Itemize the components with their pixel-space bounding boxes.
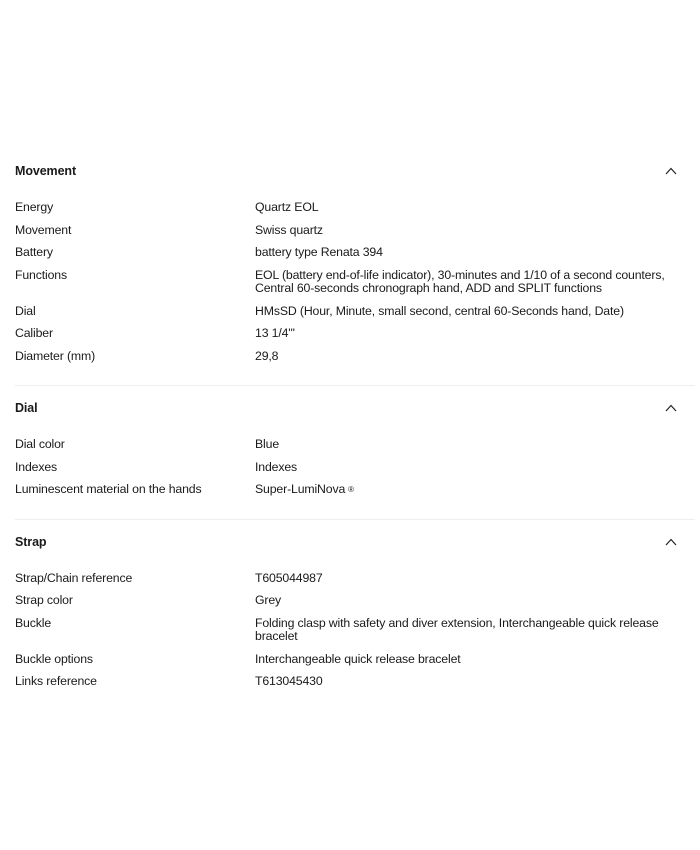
- spec-value-text: EOL (battery end-of-life indicator), 30-minutes and 1/10 of a second counters, Central 60-seconds chronograph hand, ADD and SPLIT functions: [255, 267, 665, 295]
- spec-label: Battery: [15, 245, 53, 259]
- spec-row: [15, 201, 695, 215]
- spec-value: [255, 350, 691, 364]
- spec-value-text: Quartz EOL: [255, 200, 319, 214]
- spec-value: [255, 483, 691, 497]
- spec-row: [15, 438, 695, 452]
- spec-value-text: T613045430: [255, 674, 323, 688]
- section-title: Dial: [15, 401, 38, 415]
- spec-row: [15, 617, 695, 644]
- spec-row: [15, 675, 695, 689]
- section-dial: [15, 385, 695, 519]
- spec-label: Strap/Chain reference: [15, 570, 133, 585]
- spec-label: Luminescent material on the hands: [15, 482, 202, 496]
- spec-value: [255, 269, 691, 296]
- spec-value: [255, 675, 691, 689]
- spec-value-text: T605044987: [255, 570, 323, 585]
- spec-value: [255, 246, 691, 260]
- spec-label: Strap color: [15, 593, 73, 607]
- spec-label: Diameter (mm): [15, 348, 96, 363]
- spec-value-text: Indexes: [255, 459, 298, 474]
- registered-mark: ®: [348, 485, 354, 494]
- chevron-up-icon[interactable]: [661, 161, 681, 181]
- spec-row: [15, 594, 695, 608]
- spec-value-text: Interchangeable quick release bracelet: [255, 651, 461, 666]
- spec-label: Buckle: [15, 615, 52, 630]
- spec-label: Indexes: [15, 459, 58, 474]
- section-strap: [15, 519, 695, 711]
- spec-label: Dial: [15, 303, 36, 318]
- spec-value-text: HMsSD (Hour, Minute, small second, central 60-Seconds hand, Date): [255, 303, 624, 318]
- spec-row: [15, 224, 695, 238]
- spec-row: [15, 572, 695, 586]
- spec-value-text: Grey: [255, 593, 282, 607]
- specifications: [15, 161, 695, 711]
- section-header[interactable]: [15, 398, 695, 418]
- spec-row: [15, 305, 695, 319]
- section-title: Strap: [15, 534, 47, 549]
- spec-row: [15, 246, 695, 260]
- chevron-up-icon[interactable]: [661, 532, 681, 552]
- spec-label: Caliber: [15, 326, 53, 340]
- spec-value: [255, 572, 691, 586]
- spec-label: Functions: [15, 267, 67, 282]
- spec-label: Energy: [15, 200, 54, 214]
- spec-value-text: Super-LumiNova: [255, 482, 346, 496]
- spec-label: Links reference: [15, 674, 97, 688]
- spec-value-text: 29,8: [255, 348, 279, 363]
- chevron-up-icon[interactable]: [661, 398, 681, 418]
- spec-label: Buckle options: [15, 651, 93, 666]
- section-header[interactable]: [15, 532, 695, 552]
- spec-value: [255, 461, 691, 475]
- section-header[interactable]: [15, 161, 695, 181]
- spec-value: [255, 224, 691, 238]
- spec-value-text: battery type Renata 394: [255, 245, 383, 259]
- spec-row: [15, 269, 695, 296]
- spec-label: Dial color: [15, 437, 65, 451]
- spec-row: [15, 461, 695, 475]
- section-movement: [15, 161, 695, 385]
- spec-value-text: Folding clasp with safety and diver extension, Interchangeable quick release bracelet: [255, 615, 659, 643]
- spec-value: [255, 438, 691, 452]
- spec-value: [255, 594, 691, 608]
- section-title: Movement: [15, 164, 77, 178]
- spec-value-text: Blue: [255, 437, 280, 451]
- spec-value: [255, 617, 691, 644]
- spec-row: [15, 483, 695, 497]
- spec-label: Movement: [15, 222, 72, 237]
- spec-value: [255, 653, 691, 667]
- spec-value: [255, 201, 691, 215]
- spec-value-text: Swiss quartz: [255, 222, 323, 237]
- spec-value: [255, 305, 691, 319]
- spec-value-text: 13 1/4''': [255, 326, 295, 340]
- spec-value: [255, 327, 691, 341]
- spec-row: [15, 327, 695, 341]
- spec-row: [15, 653, 695, 667]
- spec-row: [15, 350, 695, 364]
